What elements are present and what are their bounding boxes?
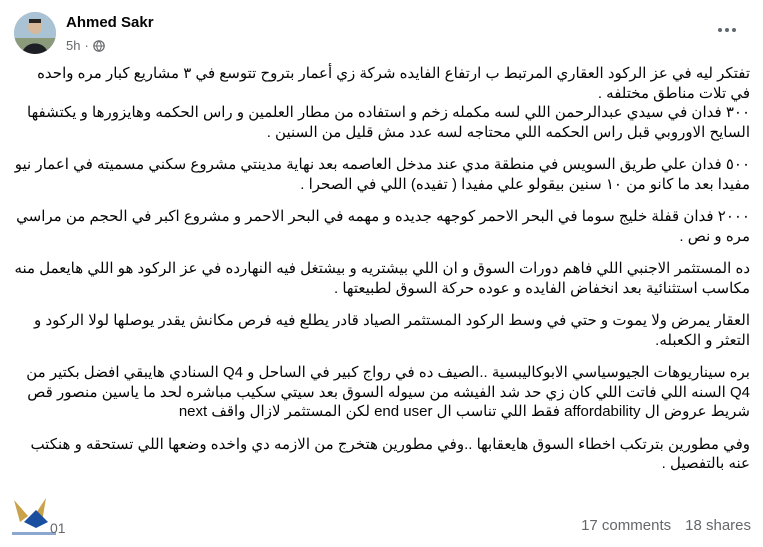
shares-count[interactable]: 18 shares [685, 517, 751, 534]
post-paragraph-4: ده المستثمر الاجنبي اللي فاهم دورات السوق و ان اللي بيشتريه و بيشتغل فيه النهارده في عز الركود هو اللي هايعمل منه مكاسب استثنائية بعد انخفاض الفايده و عوده حركة السوق لطبيعتها . [14, 260, 750, 297]
post-header [0, 0, 763, 62]
post-body [14, 64, 750, 487]
more-options-icon[interactable] [713, 20, 741, 40]
globe-icon [93, 40, 105, 52]
watermark-logo [6, 492, 68, 542]
post-meta [66, 38, 105, 53]
comments-count[interactable]: 17 comments [581, 517, 672, 534]
post-paragraph-3: ٢٠٠٠ فدان قفلة خليج سوما في البحر الاحمر كوجهه جديده و مهمه في البحر الاحمر و مشروع اكبر في الحجم من مراسي مره و نص . [16, 208, 750, 245]
post-time[interactable]: 5h [66, 38, 81, 53]
post-paragraph-1: تفتكر ليه في عز الركود العقاري المرتبط ب ارتفاع الفايده شركة زي أعمار بتروح تتوسع في ٣ مشاريع كبار مره واحده في تلات مناطق مختلفه . ٣٠٠ فدان في سيدي عبدالرحمن اللي لسه مكمله زخم و استفاده من مطار العلمين و راس الحكمه وهايزورها و يكتشفها السايح الاوروبي قبل راس الحكمه اللي محتاجه لسه عدد مش قليل من السنين . [27, 65, 750, 141]
post-paragraph-6: بره سيناريوهات الجيوسياسي الابوكاليبسية ..الصيف ده في رواج كبير في الساحل و Q4 السنادي هايبقي افضل بكتير من Q4 السنه اللي فاتت اللي كان زي حد شد الفيشه من سيوله السوق بعد سيتي سكيب مباشره لحد ما ياسين منصور قص شريط عروض ال affordability فقط اللي تناسب ال end user لكن المستثمر لازال واقف next [26, 364, 750, 420]
post-footer [581, 517, 751, 534]
post-paragraph-5: العقار يمرض ولا يموت و حتي في وسط الركود المستثمر الصياد قادر يطلع فيه فرص مكانش يقدر يوصلها لولا الركود و التعثر و الكعبله. [34, 312, 750, 349]
author-name[interactable]: Ahmed Sakr [66, 14, 154, 31]
avatar-photo [14, 12, 56, 54]
watermark-text: 01 [50, 520, 66, 536]
post-paragraph-7: وفي مطورين بترتكب اخطاء السوق هايعقابها ..وفي مطورين هتخرج من الازمه دي واخده وضعها اللي تستحقه و هنكتب عنه بالتفصيل . [30, 435, 750, 472]
post-paragraph-2: ٥٠٠ فدان علي طريق السويس في منطقة مدي عند مدخل العاصمه بعد نهاية مدينتي مشروع سكني مسميته في اعمار نيو مفيدا بعد ما كانو من ١٠ سنين بيقولو علي مفيدا ( تفيده) اللي في الصحرا . [14, 156, 750, 193]
meta-separator: · [84, 38, 89, 53]
avatar[interactable] [14, 12, 56, 54]
